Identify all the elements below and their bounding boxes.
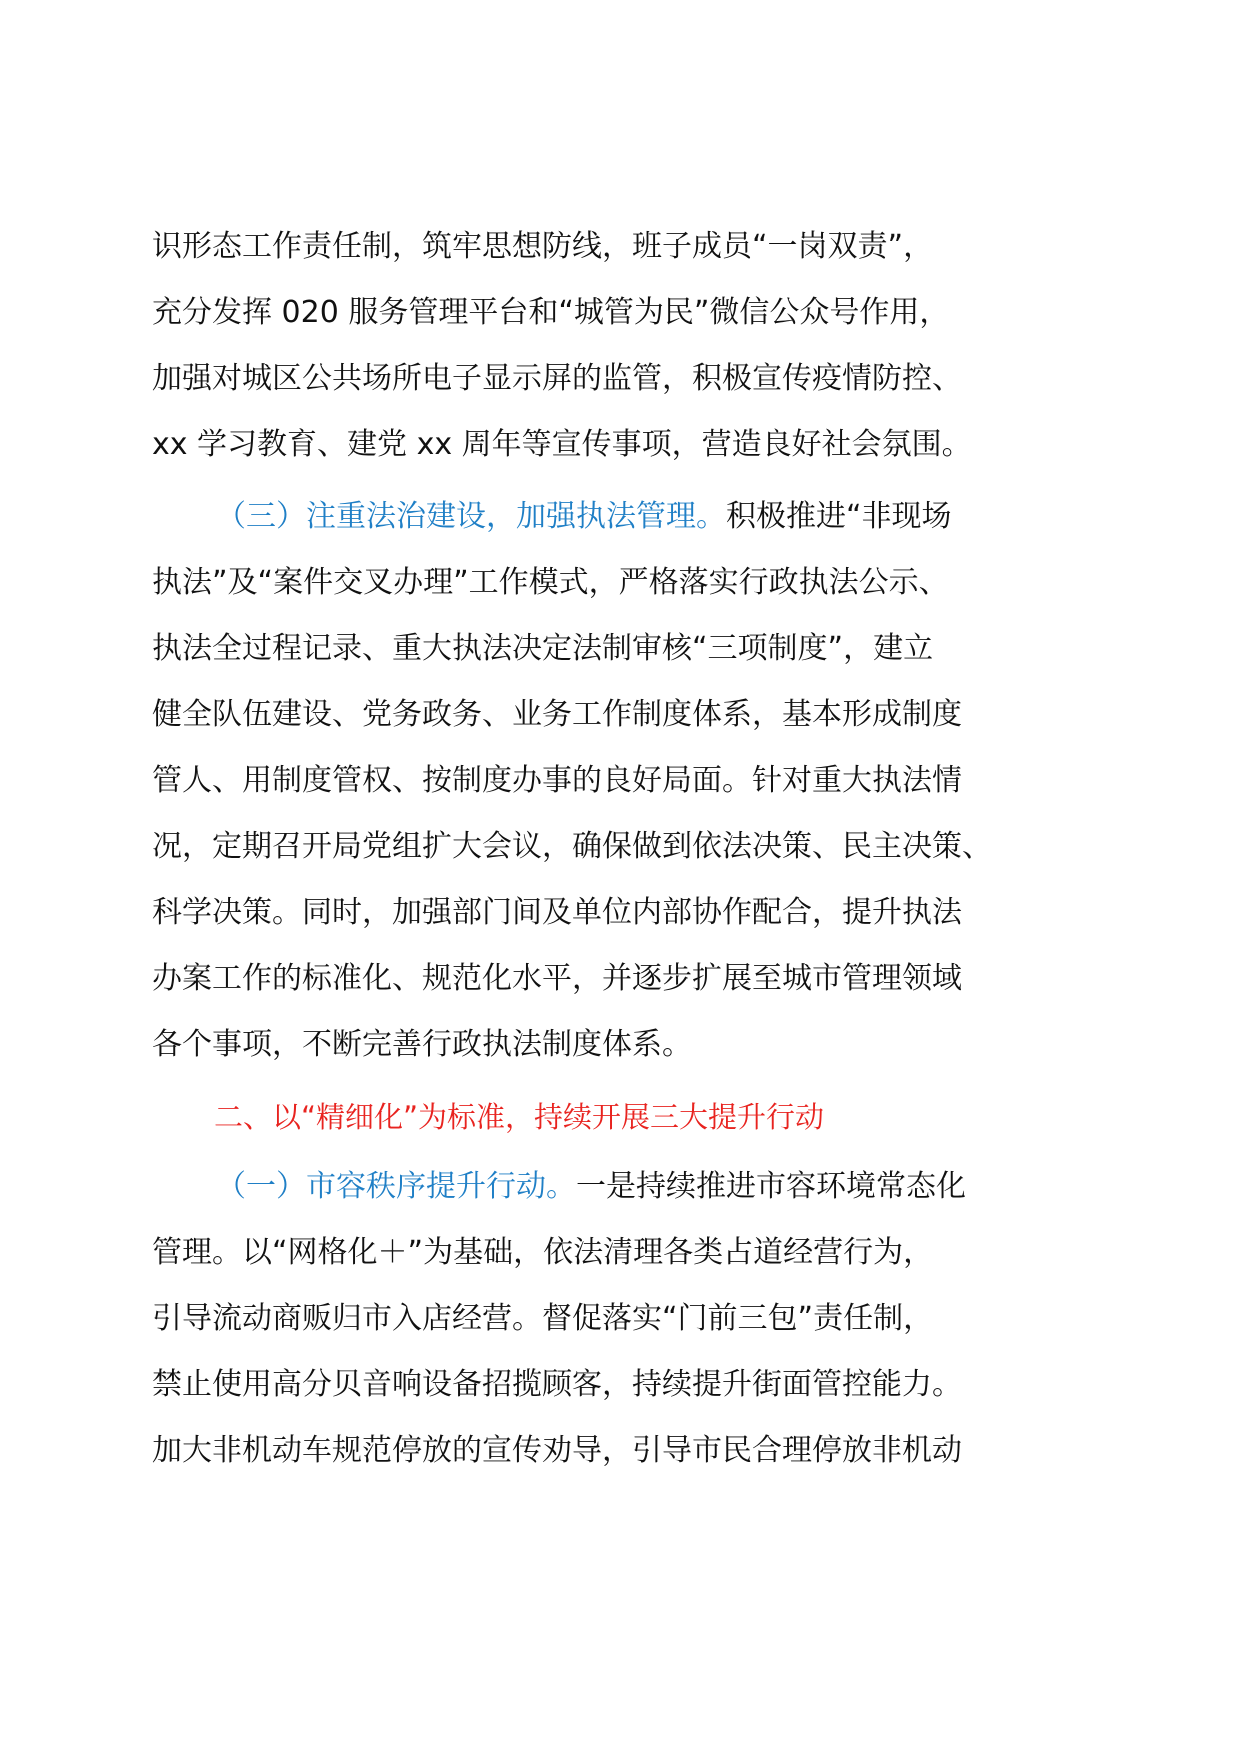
text-line: 管人、用制度管权、按制度办事的良好局面。针对重大执法情 [152, 763, 962, 798]
text-run: 积极推进“非现场 [726, 499, 952, 534]
text-line: 加大非机动车规范停放的宣传劝导，引导市民合理停放非机动 [152, 1433, 962, 1468]
text-line: 充分发挥 020 服务管理平台和“城管为民”微信公众号作用， [152, 295, 950, 330]
text-line: 健全队伍建设、党务政务、业务工作制度体系，基本形成制度 [152, 697, 962, 732]
text-line: xx 学习教育、建党 xx 周年等宣传事项，营造良好社会氛围。 [152, 427, 972, 462]
paragraph-city-order [152, 1154, 1092, 1484]
text-line: 禁止使用高分贝音响设备招揽顾客，持续提升街面管控能力。 [152, 1367, 962, 1402]
text-line: 执法”及“案件交叉办理”工作模式，严格落实行政执法公示、 [152, 565, 949, 600]
text-line: 况，定期召开局党组扩大会议，确保做到依法决策、民主决策、 [152, 829, 992, 864]
text-run: 一是持续推进市容环境常态化 [576, 1169, 966, 1204]
subheading-rule-of-law: （三）注重法治建设，加强执法管理。 [216, 499, 726, 534]
subheading-city-order: （一）市容秩序提升行动。 [216, 1169, 576, 1204]
text-line: 识形态工作责任制，筑牢思想防线，班子成员“一岗双责”， [152, 229, 934, 264]
text-line: 办案工作的标准化、规范化水平，并逐步扩展至城市管理领域 [152, 961, 962, 996]
section-heading-block [152, 1084, 1092, 1150]
text-line: 各个事项，不断完善行政执法制度体系。 [152, 1027, 692, 1062]
section-heading: 二、以“精细化”为标准，持续开展三大提升行动 [214, 1100, 825, 1134]
text-line: 执法全过程记录、重大执法决定法制审核“三项制度”，建立 [152, 631, 934, 666]
paragraph-ideology [152, 214, 1092, 478]
paragraph-first-line [152, 1154, 1092, 1220]
paragraph-first-line [152, 484, 1092, 550]
text-line: 管理。以“网格化＋”为基础，依法清理各类占道经营行为， [152, 1235, 934, 1270]
text-line: 加强对城区公共场所电子显示屏的监管，积极宣传疫情防控、 [152, 361, 962, 396]
paragraph-rule-of-law [152, 484, 1092, 1078]
text-line: 科学决策。同时，加强部门间及单位内部协作配合，提升执法 [152, 895, 962, 930]
document-body [152, 214, 1092, 1484]
text-line: 引导流动商贩归市入店经营。督促落实“门前三包”责任制， [152, 1301, 934, 1336]
